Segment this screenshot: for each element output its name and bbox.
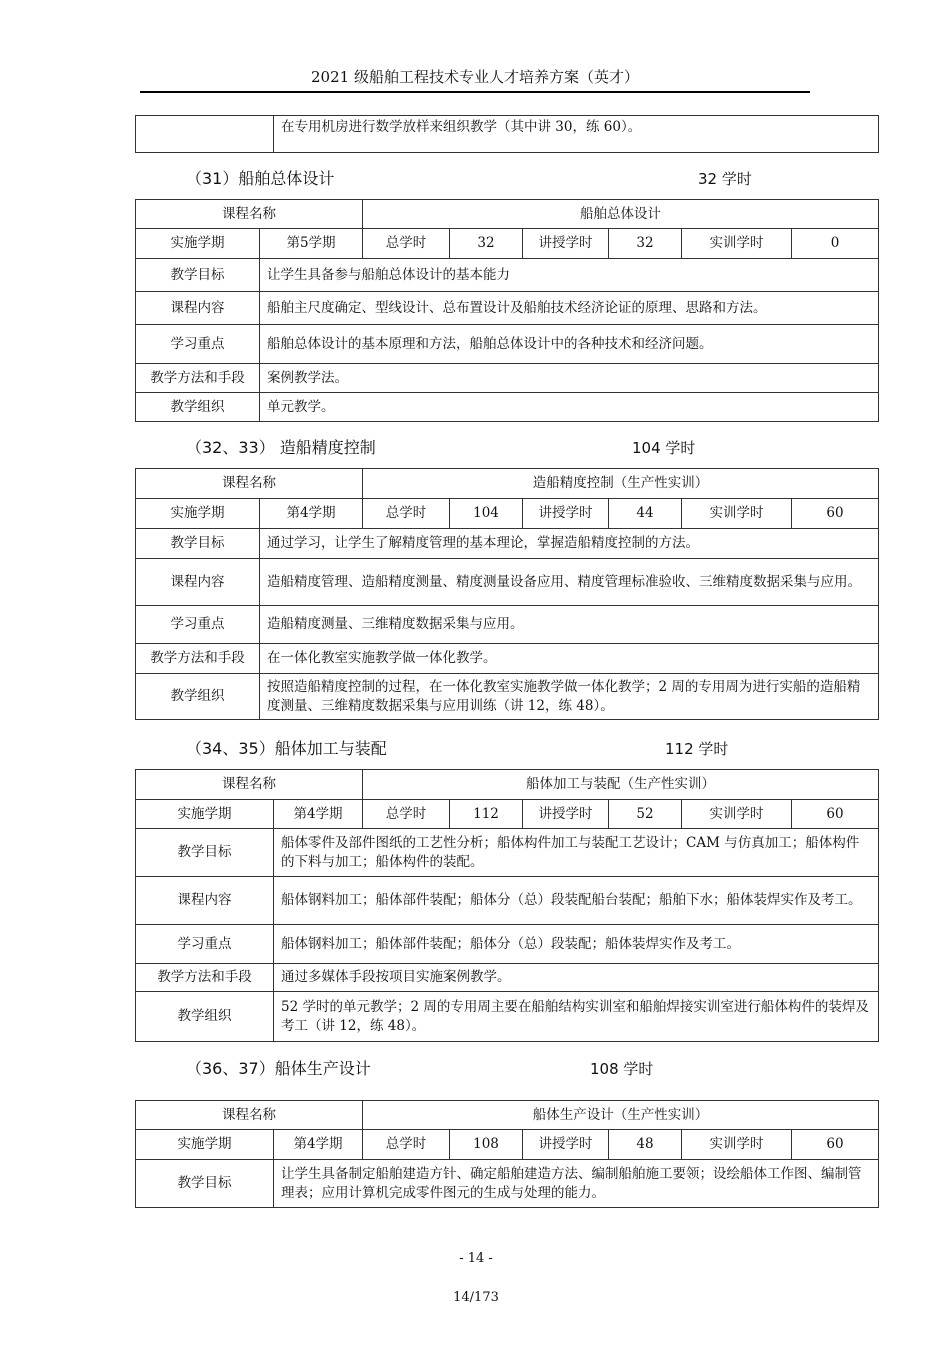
objective-text: 让学生具备参与船舶总体设计的基本能力	[260, 259, 879, 292]
methods-text: 通过多媒体手段按项目实施案例教学。	[274, 964, 879, 992]
content-label: 课程内容	[136, 559, 260, 606]
content-label: 课程内容	[136, 877, 274, 925]
total-hours-label: 总学时	[363, 1130, 450, 1160]
lecture-hours-label: 讲授学时	[523, 1130, 609, 1160]
practice-hours-label: 实训学时	[682, 229, 792, 259]
lecture-hours-value: 32	[609, 229, 682, 259]
practice-hours-value: 60	[792, 1130, 879, 1160]
page-number: - 14 -	[459, 1251, 493, 1266]
content-text: 船体钢料加工；船体部件装配；船体分（总）段装配船台装配；船舶下水；船体装焊实作及考工。	[274, 877, 879, 925]
key-points-label: 学习重点	[136, 606, 260, 644]
page-counter: 14/173	[453, 1290, 499, 1305]
document-header: 2021 级船舶工程技术专业人才培养方案（英才）	[140, 66, 810, 93]
lecture-hours-value: 52	[609, 800, 682, 829]
semester-value: 第5学期	[260, 229, 363, 259]
total-hours-value: 108	[450, 1130, 523, 1160]
semester-label: 实施学期	[136, 800, 274, 829]
practice-hours-value: 60	[792, 800, 879, 829]
course-name-value: 船体生产设计（生产性实训）	[363, 1101, 879, 1130]
total-hours-label: 总学时	[363, 229, 450, 259]
section-heading: （34、35）船体加工与装配	[186, 739, 387, 758]
organization-text: 单元教学。	[260, 393, 879, 422]
course-table	[135, 769, 879, 1042]
objective-label: 教学目标	[136, 259, 260, 292]
total-hours-value: 32	[450, 229, 523, 259]
practice-hours-label: 实训学时	[682, 499, 792, 529]
organization-text: 按照造船精度控制的过程，在一体化教室实施教学做一体化教学；2 周的专用周为进行实船的造船精度测量、三维精度数据采集与应用训练（讲 12，练 48）。	[260, 674, 879, 720]
section-hours: 104 学时	[632, 439, 696, 457]
methods-text: 在一体化教室实施教学做一体化教学。	[260, 644, 879, 674]
total-hours-label: 总学时	[363, 499, 450, 529]
practice-hours-label: 实训学时	[682, 800, 792, 829]
course-name-label: 课程名称	[136, 200, 363, 229]
course-name-label: 课程名称	[136, 469, 363, 499]
course-table	[135, 1100, 879, 1208]
practice-hours-value: 0	[792, 229, 879, 259]
key-points-text: 船舶总体设计的基本原理和方法，船舶总体设计中的各种技术和经济问题。	[260, 325, 879, 364]
prev-table	[135, 115, 879, 153]
semester-label: 实施学期	[136, 1130, 274, 1160]
semester-value: 第4学期	[274, 800, 363, 829]
course-name-value: 船体加工与装配（生产性实训）	[363, 770, 879, 800]
prev-table-text: 在专用机房进行数学放样来组织教学（其中讲 30，练 60）。	[274, 116, 879, 153]
content-text: 造船精度管理、造船精度测量、精度测量设备应用、精度管理标准验收、三维精度数据采集与应用。	[260, 559, 879, 606]
methods-label: 教学方法和手段	[136, 364, 260, 393]
course-name-label: 课程名称	[136, 1101, 363, 1130]
content-label: 课程内容	[136, 292, 260, 325]
section-heading: （32、33） 造船精度控制	[186, 438, 376, 457]
key-points-label: 学习重点	[136, 925, 274, 964]
semester-value: 第4学期	[274, 1130, 363, 1160]
organization-label: 教学组织	[136, 992, 274, 1042]
objective-label: 教学目标	[136, 829, 274, 877]
total-hours-value: 112	[450, 800, 523, 829]
section-heading: （31）船舶总体设计	[186, 169, 335, 188]
section-hours: 112 学时	[665, 740, 729, 758]
objective-label: 教学目标	[136, 529, 260, 559]
course-name-value: 造船精度控制（生产性实训）	[363, 469, 879, 499]
practice-hours-value: 60	[792, 499, 879, 529]
key-points-text: 船体钢料加工；船体部件装配；船体分（总）段装配；船体装焊实作及考工。	[274, 925, 879, 964]
lecture-hours-value: 48	[609, 1130, 682, 1160]
total-hours-value: 104	[450, 499, 523, 529]
practice-hours-label: 实训学时	[682, 1130, 792, 1160]
total-hours-label: 总学时	[363, 800, 450, 829]
organization-text: 52 学时的单元教学；2 周的专用周主要在船舶结构实训室和船舶焊接实训室进行船体构件的装焊及考工（讲 12，练 48）。	[274, 992, 879, 1042]
objective-label: 教学目标	[136, 1160, 274, 1208]
key-points-text: 造船精度测量、三维精度数据采集与应用。	[260, 606, 879, 644]
lecture-hours-value: 44	[609, 499, 682, 529]
lecture-hours-label: 讲授学时	[523, 229, 609, 259]
content-text: 船舶主尺度确定、型线设计、总布置设计及船舶技术经济论证的原理、思路和方法。	[260, 292, 879, 325]
organization-label: 教学组织	[136, 393, 260, 422]
methods-label: 教学方法和手段	[136, 644, 260, 674]
section-hours: 32 学时	[698, 170, 752, 188]
methods-label: 教学方法和手段	[136, 964, 274, 992]
organization-label: 教学组织	[136, 674, 260, 720]
section-hours: 108 学时	[590, 1060, 654, 1078]
course-table	[135, 468, 879, 720]
key-points-label: 学习重点	[136, 325, 260, 364]
course-name-value: 船舶总体设计	[363, 200, 879, 229]
course-name-label: 课程名称	[136, 770, 363, 800]
objective-text: 通过学习，让学生了解精度管理的基本理论，掌握造船精度控制的方法。	[260, 529, 879, 559]
methods-text: 案例教学法。	[260, 364, 879, 393]
objective-text: 让学生具备制定船舶建造方针、确定船舶建造方法、编制船舶施工要领；设绘船体工作图、编制管理表；应用计算机完成零件图元的生成与处理的能力。	[274, 1160, 879, 1208]
objective-text: 船体零件及部件图纸的工艺性分析；船体构件加工与装配工艺设计；CAM 与仿真加工；船体构件的下料与加工；船体构件的装配。	[274, 829, 879, 877]
semester-value: 第4学期	[260, 499, 363, 529]
lecture-hours-label: 讲授学时	[523, 499, 609, 529]
section-heading: （36、37）船体生产设计	[186, 1059, 371, 1078]
semester-label: 实施学期	[136, 499, 260, 529]
lecture-hours-label: 讲授学时	[523, 800, 609, 829]
course-table	[135, 199, 879, 422]
semester-label: 实施学期	[136, 229, 260, 259]
